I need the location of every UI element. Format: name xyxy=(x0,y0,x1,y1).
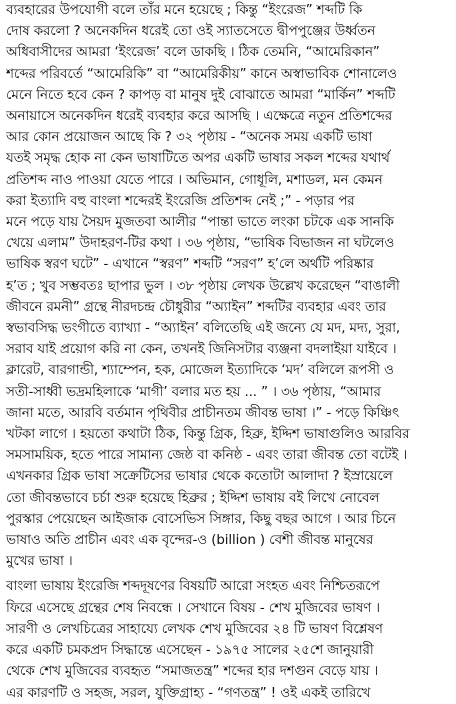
text-line: সারণী ও লেখচিত্রের সাহায্যে লেখক শেখ মুজিবের ২৪ টি ভাষণ বিশ্লেষণ xyxy=(6,621,383,637)
paragraph-1 xyxy=(6,0,450,572)
text-line: পুরস্কার পেয়েছেন আইজাক বোসেভিস সিঙ্গার, কিছু বছর আগে । আর চিনে xyxy=(6,511,396,527)
text-line: দোষ করলো ? অনেকদিন ধরেই তো ওই স্যাতসেতে দ্বীপপুঞ্জের উর্ধ্বতন xyxy=(6,24,376,40)
text-line: জানা মতে, আরবি বর্তমান পৃথিবীর প্রাচীনতম জীবন্ত ভাষা ।” - পড়ে কিঞ্চিৎ xyxy=(6,405,400,421)
text-line: করে একটি চমকপ্রদ সিদ্ধান্তে এসেছেন - ১৯৭৫ সালের ২৫শে জানুয়ারী xyxy=(6,643,374,659)
text-line: এখনকার গ্রিক ভাষা সক্রেটিসের ভাষার থেকে কতোটা আলাদা ? ইস্রায়েলে xyxy=(6,469,393,485)
text-line: স্বভাবসিদ্ধ ভংগীতে ব্যাখ্যা - “অ্যাইন’ বলিতেছি এই জন্যে যে মদ, মদ্য, সুরা, xyxy=(6,321,401,337)
text-line: শব্দের পরিবর্তে “আমেরিকি” বা “আমেরিকীয়” কানে অস্বাভাবিক শোনালেও xyxy=(6,66,397,82)
text-line: ক্লারেট, বারগান্ডী, শ্যাম্পেন, হক, মোজেল ইত্যাদিকে ‘মদ’ বলিলে রূপসী ও xyxy=(6,363,394,379)
text-line: মনে পড়ে যায় সৈয়দ মুজতবা আলীর “পান্তা ভাতে লংকা চটকে এক সানকি xyxy=(6,215,394,231)
text-line: খটকা লাগে । হয়তো কথাটা ঠিক, কিন্তু গ্রিক, হিব্রু, ইদ্দিশ ভাষাগুলিও আরবির xyxy=(6,427,410,443)
text-line: ফিরে এসেছে গ্রন্থের শেষ নিবন্ধে । সেখানে বিষয় - শেখ মুজিবের ভাষণ । xyxy=(6,600,380,616)
text-line: আর কোন প্রয়োজন আছে কি ? ৩২ পৃষ্ঠায় - “অনেক সময় একটি ভাষা xyxy=(6,130,373,146)
text-line: সতী-সাধ্বী ভদ্রমহিলাকে ‘মাগী’ বলার মত হয় ... ” । ৩৬ পৃষ্ঠায়, “আমার xyxy=(6,384,381,400)
text-line: সরাব যাই প্রয়োগ করি না কেন, তখনই জিনিসটার ব্যঞ্জনা বদলাইয়া যাইবে । xyxy=(6,342,397,358)
text-line: মেনে নিতে হবে কেন ? কাপড় বা মানুষ দুই বোঝাতে আমরা “মার্কিন” শব্দটি xyxy=(6,87,396,103)
text-line: বাংলা ভাষায় ইংরেজি শব্দদূষণের বিষয়টি আরো সংহত এবং নিশ্চিতরূপে xyxy=(6,579,380,595)
text-line: প্রতিশব্দ নাও পাওয়া যেতে পারে । অভিমান, গোধূলি, মশাডল, মন কেমন xyxy=(6,172,383,188)
paragraph-2 xyxy=(6,576,450,703)
text-line: মুখের ভাষা । xyxy=(6,554,73,570)
text-line: সমসাময়িক, হতে পারে সামান্য জেষ্ঠ বা কনিষ্ঠ - এবং তারা জীবন্ত তো বটেই । xyxy=(6,448,408,464)
text-line: এর কারণটি ও সহজ, সরল, যুক্তিগ্রাহ্য - “গণতন্ত্র” ! ওই একই তারিখে xyxy=(6,685,371,701)
text-line: খেয়ে এলাম” উদাহরণ-টির কথা । ৩৬ পৃষ্ঠায়, “ভাষিক বিভাজন না ঘটলেও xyxy=(6,236,395,252)
text-line: অনায়াসে অনেকদিন ধরেই ব্যবহার করে আসছি । এক্ষেত্রে নতুন প্রতিশব্দের xyxy=(6,109,392,125)
text-line: হ’ত ; খুব সম্ভবতঃ ছাপার ভুল । ৩৮ পৃষ্ঠায় লেখক উল্লেখ করেছেন “বাঙালী xyxy=(6,278,400,294)
text-line: ভাষিক স্বরণ ঘটে” - এখানে “স্বরণ” শব্দটি “সরণ” হ’লে অর্থটি পরিষ্কার xyxy=(6,257,374,273)
text-line: যতই সমৃদ্ধ হোক না কেন ভাষাটিতে অপর একটি ভাষার সকল শব্দের যথার্থ xyxy=(6,151,390,167)
text-line: তো জীবন্তভাবে চর্চা শুরু হয়েছে হিব্রুর ; ইদ্দিশ ভাষায় বই লিখে নোবেল xyxy=(6,490,380,506)
text-line: করা ইত্যাদি বহু বাংলা শব্দেরই ইংরেজি প্রতিশব্দ নেই ;” - পড়ার পর xyxy=(6,193,355,209)
text-line: জীবনে রমনী” গ্রন্থে নীরদচন্দ্র চৌধুরীর “অ্যাইন” শব্দটির ব্যবহার এবং তার xyxy=(6,299,387,315)
text-line: অধিবাসীদের আমরা ‘ইংরেজ’ বলে ডাকছি । ঠিক তেমনি, “আমেরিকান” xyxy=(6,45,380,61)
text-line: ব্যবহারের উপযোগী বলে তাঁর মনে হয়েছে ; কিন্তু “ইংরেজ” শব্দটি কি xyxy=(6,3,363,18)
text-line: ভাষাও অতি প্রাচীন এবং এক বৃন্দের-ও (billion ) বেশী জীবন্ত মানুষের xyxy=(6,533,374,549)
text-line: থেকে শেখ মুজিবের ব্যবহৃত “সমাজতন্ত্র” শব্দের হার দশগুন বেড়ে যায় । xyxy=(6,664,379,680)
